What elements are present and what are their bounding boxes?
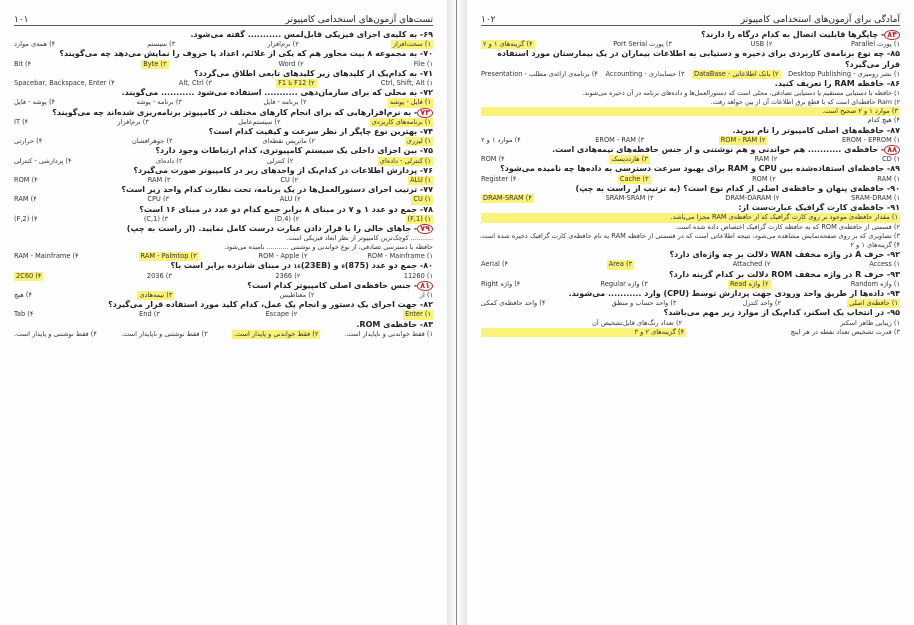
answer-option: ۴) Spacebar, Backspace, Enter [14,79,115,88]
correct-answer-option: ۱) ALU [410,176,431,185]
question-number: ۷۹ [417,224,433,234]
answer-options [14,215,433,224]
answer-options [481,213,900,250]
answer-option: ۱) CD [882,155,900,164]
question-stem: ۹۳- حرف R در واژه مخفف ROM دلالت بر کدام گزینه دارد؟ [669,269,900,279]
question-text: جمع دو عدد ۱ و ۷ در مبنای ۸ برابر جمع کدام دو عدد در مبنای ۱۶ است؟ [139,204,418,214]
question-paragraph: ........... کوچک‌ترین کامپیوتر از نظر ابعاد فیزیکی است. [286,234,433,243]
correct-answer-option: ۳) RAM - Palmtop [140,252,197,261]
answer-option: ۴) همه‌ی موارد [14,40,56,49]
answer-option: ۱) RAM [877,174,900,183]
question-item [14,205,433,224]
question-stem: ۹۴- داده‌ها از طریق واحد ورودی جهت پردازش توسط (CPU) وارد ........... می‌شوند. [568,289,900,299]
question-stem: ۹۰- حافظه‌ی پنهان و حافظه‌ی اصلی از کدام نوع است؟ (به ترتیب از راست به چپ) [575,183,900,193]
answer-option: ۴) Aerial [481,260,509,269]
answer-options [14,291,433,300]
question-list [14,30,433,339]
answer-option: ۱) EROM - EPROM [841,135,900,144]
correct-answer-option: ۳) Area [608,260,633,269]
answer-options [14,330,433,339]
question-item [14,166,433,185]
correct-answer-option: ۴) 2C60 [16,271,42,280]
answer-option: ۱) از [419,291,433,300]
question-stem: ۷۲- به محلی که برای سازمان‌دهی ........... استفاده می‌شود ........... می‌گویند. [121,88,433,98]
answer-options [14,98,433,107]
correct-answer-option: ۱) برنامه‌های کاربردی [371,117,431,126]
question-item [481,250,900,269]
question-stem: ۸۲- جهت اجرای یک دستور و انجام یک عمل، کدام کلید مورد استفاده قرار می‌گیرد؟ [108,300,433,310]
question-text: چه نوع برنامه‌ی کاربردی برای ذخیره و دستیابی به اطلاعات بیماران در یک بیمارستان مورد استفاده قرار می‌گیرد؟ [497,49,900,69]
answer-option: ۴) ROM [14,176,38,185]
answer-option: ۱) ROM - Mainframe [367,252,433,261]
answer-options [14,195,433,204]
answer-options [481,299,900,308]
question-stem: ۷۴- بهترین نوع چاپگر از نظر سرعت و کیفیت کدام است؟ [208,127,433,137]
answer-option: ۴) پردازشی - کنترلی [14,156,72,165]
question-text: حافظه‌ی کارت گرافیک عبارت‌ست از: [738,203,885,213]
answer-option: ۴) RAM - Mainframe [14,252,79,261]
correct-answer-option: ۳) موارد ۱ و ۲ صحیح است. [481,107,900,116]
question-number: ۸۵ [890,49,900,59]
answer-option: ۳) فقط نوشتنی و ناپایدار است. [121,329,208,338]
question-number: ۷۰ [423,49,433,59]
question-stem: ۹۲- حرف A در واژه مخفف WAN دلالت بر چه واژه‌ای دارد؟ [669,250,900,260]
question-paragraph: ۲) Ram حافظه‌ای است که با قطع برق اطلاعات آن از بین خواهد رفت. [710,98,900,107]
answer-option: ۴) حرارتی [14,137,43,146]
question-text: حافظه‌ی پنهان و حافظه‌ی اصلی از کدام نوع است؟ (به ترتیب از راست به چپ) [575,183,885,193]
answer-option: ۲) Escape [265,310,298,319]
question-item [14,281,433,300]
answer-option: ۳) 2036 [146,271,172,280]
question-text: بهترین نوع چاپگر از نظر سرعت و کیفیت کدام است؟ [208,127,418,137]
answer-option: ۴) برنامه‌ی ارائه‌ی مطلب - Presentation [481,69,598,78]
question-list [481,30,900,337]
answer-option: ۳) SRAM-SRAM [605,194,654,203]
answer-option: ۱) File [413,59,433,68]
question-number: ۸۹ [890,164,900,174]
question-text: بین اجزای داخلی یک سیستم کامپیوتری، کدام ارتباطات وجود دارد؟ [155,146,418,156]
answer-options [481,136,900,145]
answer-option: ۲) 2366 [275,271,301,280]
question-stem: ۸۱- جنس حافظه‌ی اصلی کامپیوتر کدام است؟ [14,281,433,291]
answer-option: ۴) IT [14,117,29,126]
answer-options [481,194,900,203]
answer-option: ۳) Alt, Ctrl [178,79,212,88]
question-text: حرف R در واژه مخفف ROM دلالت بر کدام گزینه دارد؟ [669,269,885,279]
question-item [14,108,433,127]
answer-options [481,260,900,269]
question-number: ۷۱ [423,68,433,78]
answer-option: ۴) Register [481,174,517,183]
question-paragraph: حافظه با دسترسی تصادفی، از نوع خواندنی و نوشتنی ........... نامیده می‌شود. [224,243,433,252]
answer-option: ۴) واحد حافظه‌ی کمکی [481,299,546,308]
answer-option: ۳) جوهرافشان [132,137,173,146]
answer-option: ۲) کنترلی [266,156,294,165]
correct-answer-option: ۴) گزینه‌های ۱ و ۲ [483,40,533,49]
question-item [481,184,900,203]
answer-option: ۲) قسمتی از حافظه‌ی ROM که به حافظه کارت گرافیک اختصاص داده شده است. [674,222,900,231]
answer-options [481,319,900,337]
correct-answer-option: ۱) (1,F) [407,214,431,223]
answer-option: ۴) ROM [481,155,505,164]
answer-option: ۲) تعداد رنگ‌های قابل‌تشخیص آن [592,318,683,327]
question-text: حافظه‌های اصلی کامپیوتر را نام ببرید. [732,125,885,135]
question-number: ۷۴ [423,127,433,137]
book-gutter [447,0,467,625]
question-item [14,30,433,49]
answer-option: ۳) End [139,310,160,319]
question-stem: ۸۶- حافظه RAM را تعریف کنید. [774,79,900,89]
answer-option: ۳) پورت Port Serial [613,40,672,49]
correct-answer-option: ۱) لیزری [406,137,431,146]
correct-answer-option: ۱) مقدار حافظه‌ی موجود بر روی کارت گرافیک که از حافظه‌ی RAM مجزا می‌باشد. [481,213,900,222]
question-number: ۸۲ [423,300,433,310]
answer-option: ۳) CPU [147,195,170,204]
question-text: ترتیب اجرای دستورالعمل‌ها در یک برنامه، تحت نظارت کدام واحد زیر است؟ [121,185,418,195]
question-number: ۹۳ [890,269,900,279]
correct-answer-option: ۴) گزینه‌های ۲ و ۳ [481,328,686,337]
question-item [14,127,433,146]
question-number: ۷۳ [417,108,433,118]
correct-answer-option: ۲) واژه Read [729,279,769,288]
answer-option: ۳) EROM - RAM [595,135,645,144]
answer-option: ۳) RAM [147,176,171,185]
answer-option: ۴) هیچ [14,291,32,300]
question-stem: ۸۹- حافظه‌ای استفاده‌شده بین CPU و RAM برای بهبود سرعت دسترسی به داده‌ها چه نامیده می‌شود؟ [500,164,900,174]
answer-option: ۲) نرم‌افزار [267,40,299,49]
question-stem: ۸۴- چاپگرها قابلیت اتصال به کدام درگاه را دارند؟ [481,30,900,40]
answer-options [14,60,433,69]
answer-option: ۳) واژه Regular [600,279,648,288]
question-stem: ۷۹- جاهای خالی را با قرار دادن عبارت درست کامل نمایید. (از راست به چپ) [14,224,433,234]
question-stem: ۹۱- حافظه‌ی کارت گرافیک عبارت‌ست از: [738,203,900,213]
answer-options [481,155,900,164]
question-paragraph: ۱) حافظه با دستیابی مستقیم یا دستیابی تصادفی، محلی است که دستورالعمل‌ها و داده‌های برنامه در آن ذخیره می‌شوند. [582,89,900,98]
question-number: ۸۱ [417,281,433,291]
question-number: ۹۲ [890,250,900,260]
answer-option: ۴) پوشه - فایل [14,98,56,107]
correct-answer-option: ۲) ROM - RAM [720,135,766,144]
question-text: حافظه‌ای استفاده‌شده بین CPU و RAM برای بهبود سرعت دسترسی به داده‌ها چه نامیده می‌شود؟ [500,164,885,174]
question-text: حافظه‌ی ........... هم خواندنی و هم نوشتنی و از جنس حافظه‌های نیمه‌هادی است. [552,145,879,155]
question-item [481,270,900,289]
question-number: ۸۷ [890,125,900,135]
answer-option: ۴) هیچ کدام [867,116,900,125]
question-number: ۸۶ [890,79,900,89]
question-text: حافظه RAM را تعریف کنید. [774,79,885,89]
answer-option: ۲) CU [280,176,299,185]
answer-option: ۱) زیبایی ظاهر اسکنر [840,318,900,327]
question-text: به کلیه‌ی اجزای فیزیکی قابل‌لمس ........... گفته می‌شود. [190,30,418,39]
question-text: داده‌ها از طریق واحد ورودی جهت پردازش توسط (CPU) وارد ........... می‌شوند. [568,289,885,299]
answer-option: ۴) واژه Right [481,279,521,288]
correct-answer-option: ۲) بانک اطلاعاتی - DataBase [694,69,779,78]
answer-option: ۱) فقط خواندنی و ناپایدار است. [344,329,433,338]
question-number: ۹۴ [890,289,900,299]
answer-option: ۲) ROM - Apple [258,252,308,261]
question-item [14,49,433,68]
answer-options [14,79,433,88]
question-text: جهت اجرای یک دستور و انجام یک عمل، کدام کلید مورد استفاده قرار می‌گیرد؟ [108,300,418,310]
question-number: ۷۲ [423,88,433,98]
answer-options [14,272,433,281]
question-text: جمع دو عدد (875)₈ و (23EB)₁₆ در مبنای شانزده برابر است با؟ [170,261,418,271]
question-stem: ۸۷- حافظه‌های اصلی کامپیوتر را نام ببرید. [732,125,900,135]
question-number: ۸۳ [423,319,433,329]
answer-option: ۴) فقط نوشتنی و پایدار است. [14,329,97,338]
answer-option: ۱) واژه Random [850,279,900,288]
answer-option: ۴) Bit [14,59,32,68]
page-number: ۱۰۲ [481,15,496,25]
answer-option: ۳) قدرت تشخیص تعداد نقطه در هر اینچ [790,327,900,336]
answer-option: ۲) RAM [754,155,778,164]
question-stem: ۸۰- جمع دو عدد (875)₈ و (23EB)₁₆ در مبنای شانزده برابر است با؟ [170,261,433,271]
answer-option: ۳) حسابداری - Accounting [605,69,685,78]
question-item [14,224,433,261]
question-text: پردازش اطلاعات در کدام‌یک از واحدهای زیر در کامپیوتر صورت می‌گیرد؟ [133,165,418,175]
question-number: ۹۰ [890,183,900,193]
question-item [481,30,900,49]
question-item [481,308,900,337]
question-number: ۷۵ [423,146,433,156]
correct-answer-option: ۱) حافظه‌ی اصلی [849,299,898,308]
answer-options [481,175,900,184]
question-number: ۶۹ [423,30,433,39]
answer-option: ۱) SRAM-DRAM [851,194,900,203]
answer-option: ۲) برنامه - فایل [263,98,307,107]
correct-answer-option: ۲) فقط خواندنی و پایدار است. [233,329,319,338]
question-item [481,145,900,164]
left-page [0,0,447,625]
question-text: حافظه‌ی ROM. [356,319,418,329]
answer-options [14,157,433,166]
question-text: به نرم‌افزارهایی که برای انجام کارهای مختلف در کامپیوتر برنامه‌ریزی شده‌اند چه می‌گویند؟ [52,107,412,117]
correct-answer-option: ۱) Enter [405,310,431,319]
question-number: ۸۴ [884,30,900,40]
answer-option: ۳) تصاویری که بر روی صفحه‌نمایش مشاهده می‌شود، نتیجه اطلاعاتی است که در قسمتی از حافظه RAM به نام حافظه‌ی کارت گرافیک ذخیره شده است. [479,231,900,240]
question-item [14,88,433,107]
right-page [467,0,914,625]
question-item [481,79,900,126]
answer-option: ۱) پورت Parallel [851,40,900,49]
answer-option: ۱) نشر رومیزی - Desktop Publishing [788,69,900,78]
correct-answer-option: ۳) هارددیسک [611,155,648,164]
question-stem: ۷۵- بین اجزای داخلی یک سیستم کامپیوتری، کدام ارتباطات وجود دارد؟ [155,146,433,156]
answer-option: ۳) سیستم [147,40,176,49]
answer-option: ۳) (1,C) [143,214,169,223]
question-number: ۹۱ [890,203,900,213]
answer-options [481,70,900,79]
answer-option: ۲) سیستم‌عامل [238,117,281,126]
question-item [481,49,900,79]
question-item [481,164,900,183]
answer-options [14,252,433,261]
correct-answer-option: ۳) نیمه‌هادی [139,291,173,300]
question-stem: ۷۱- به کدام‌یک از کلیدهای زیر کلیدهای تابعی اطلاق می‌گردد؟ [193,68,433,78]
question-item [14,185,433,204]
header-title: تست‌های آزمون‌های استخدامی کامپیوتر [285,15,433,25]
answer-option: ۱) 11260 [403,271,433,280]
question-text: به محلی که برای سازمان‌دهی ........... استفاده می‌شود ........... می‌گویند. [121,88,418,98]
question-stem: ۸۳- حافظه‌ی ROM. [356,319,433,329]
question-stem: ۸۵- چه نوع برنامه‌ی کاربردی برای ذخیره و دستیابی به اطلاعات بیماران در یک بیمارستان مورد استفاده قرار می‌گیرد؟ [497,49,900,69]
header-title: آمادگی برای آزمون‌های استخدامی کامپیوتر [740,15,900,25]
answer-options [14,137,433,146]
answer-option: ۳) داده‌ای [156,156,183,165]
answer-option: ۲) Attached [732,260,771,269]
answer-option: ۴) موارد ۱ و ۲ [481,135,521,144]
question-number: ۸۸ [884,145,900,155]
question-text: جاهای خالی را با قرار دادن عبارت درست کامل نمایید. (از راست به چپ) [126,224,412,234]
question-number: ۷۶ [423,165,433,175]
question-number: ۹۵ [890,308,900,318]
answer-option: ۲) ماتریس نقطه‌ای [262,137,316,146]
correct-answer-option: ۱) سخت‌افزار [392,40,431,49]
question-stem: ۸۸- حافظه‌ی ........... هم خواندنی و هم نوشتنی و از جنس حافظه‌های نیمه‌هادی است. [481,145,900,155]
question-stem: ۷۶- پردازش اطلاعات در کدام‌یک از واحدهای زیر در کامپیوتر صورت می‌گیرد؟ [133,165,433,175]
page-header [14,6,433,26]
question-item [14,261,433,280]
correct-answer-option: ۱) کنترلی - داده‌ای [379,156,431,165]
answer-option: ۲) USB [750,40,773,49]
question-text: به مجموعه ۸ بیت مجاور هم که یکی از علائم، اعداد یا حروف را نمایش می‌دهد چه می‌گویند؟ [59,49,418,59]
answer-option: ۳) نرم‌افزار [117,117,149,126]
question-stem: ۹۵- در انتخاب یک اسکنر، کدام‌یک از موارد زیر مهم می‌باشد؟ [663,308,900,318]
answer-options [481,107,900,125]
answer-option: ۳) برنامه - پوشه [136,98,182,107]
page-number: ۱۰۱ [14,15,29,25]
correct-answer-option: ۱) CU [413,195,431,204]
question-item [481,126,900,145]
answer-options [481,280,900,289]
answer-options [14,310,433,319]
question-number: ۷۷ [423,185,433,195]
answer-option: ۴) گزینه‌های ۱ و ۲ [850,241,900,250]
correct-answer-option: ۳) Cache [619,174,649,183]
question-item [14,146,433,165]
question-text: به کدام‌یک از کلیدهای زیر کلیدهای تابعی اطلاق می‌گردد؟ [193,68,418,78]
question-text: جنس حافظه‌ی اصلی کامپیوتر کدام است؟ [247,280,412,290]
answer-option: ۴) (2,F) [14,214,38,223]
question-number: ۸۰ [423,261,433,271]
question-stem: ۷۷- ترتیب اجرای دستورالعمل‌ها در یک برنامه، تحت نظارت کدام واحد زیر است؟ [121,185,433,195]
correct-answer-option: ۴) DRAM-SRAM [483,194,532,203]
question-stem: ۷۳- به نرم‌افزارهایی که برای انجام کارهای مختلف در کامپیوتر برنامه‌ریزی شده‌اند چه می‌گویند؟ [14,108,433,118]
question-item [14,69,433,88]
correct-answer-option: ۳) Byte [143,59,167,68]
question-stem: ۷۰- به مجموعه ۸ بیت مجاور هم که یکی از علائم، اعداد یا حروف را نمایش می‌دهد چه می‌گویند؟ [59,49,433,59]
question-item [14,300,433,319]
question-item [14,320,433,339]
gutter-line [456,0,457,625]
answer-option: ۲) واحد کنترل [742,299,782,308]
answer-options [14,118,433,127]
page-header [481,6,900,26]
answer-option: ۲) (4,D) [274,214,300,223]
answer-option: ۱) Ctrl, Shift, Alt [380,79,433,88]
question-stem: ۷۸- جمع دو عدد ۱ و ۷ در مبنای ۸ برابر جمع کدام دو عدد در مبنای ۱۶ است؟ [139,204,433,214]
question-text: در انتخاب یک اسکنر، کدام‌یک از موارد زیر مهم می‌باشد؟ [663,308,885,318]
answer-option: ۲) ROM [752,174,776,183]
answer-option: ۲) مغناطیس [279,291,315,300]
answer-options [14,176,433,185]
question-text: حرف A در واژه مخفف WAN دلالت بر چه واژه‌ای دارد؟ [669,250,885,260]
answer-option: ۲) ALU [279,195,301,204]
answer-option: ۱) Access [869,260,900,269]
correct-answer-option: ۲) F12 تا F1 [278,79,315,88]
answer-option: ۴) Tab [14,310,34,319]
answer-option: ۴) RAM [14,195,37,204]
correct-answer-option: ۱) فایل - پوشه [389,98,431,107]
answer-option: ۲) DRAM-DARAM [725,194,780,203]
answer-option: ۳) واحد حساب و منطق [611,299,677,308]
question-item [481,289,900,308]
question-text: چاپگرها قابلیت اتصال به کدام درگاه را دارند؟ [700,30,879,39]
answer-option: ۲) Word [278,59,304,68]
answer-options [481,40,900,49]
question-stem: ۶۹- به کلیه‌ی اجزای فیزیکی قابل‌لمس ........... گفته می‌شود. [190,30,433,39]
question-number: ۷۸ [423,204,433,214]
question-item [481,203,900,250]
